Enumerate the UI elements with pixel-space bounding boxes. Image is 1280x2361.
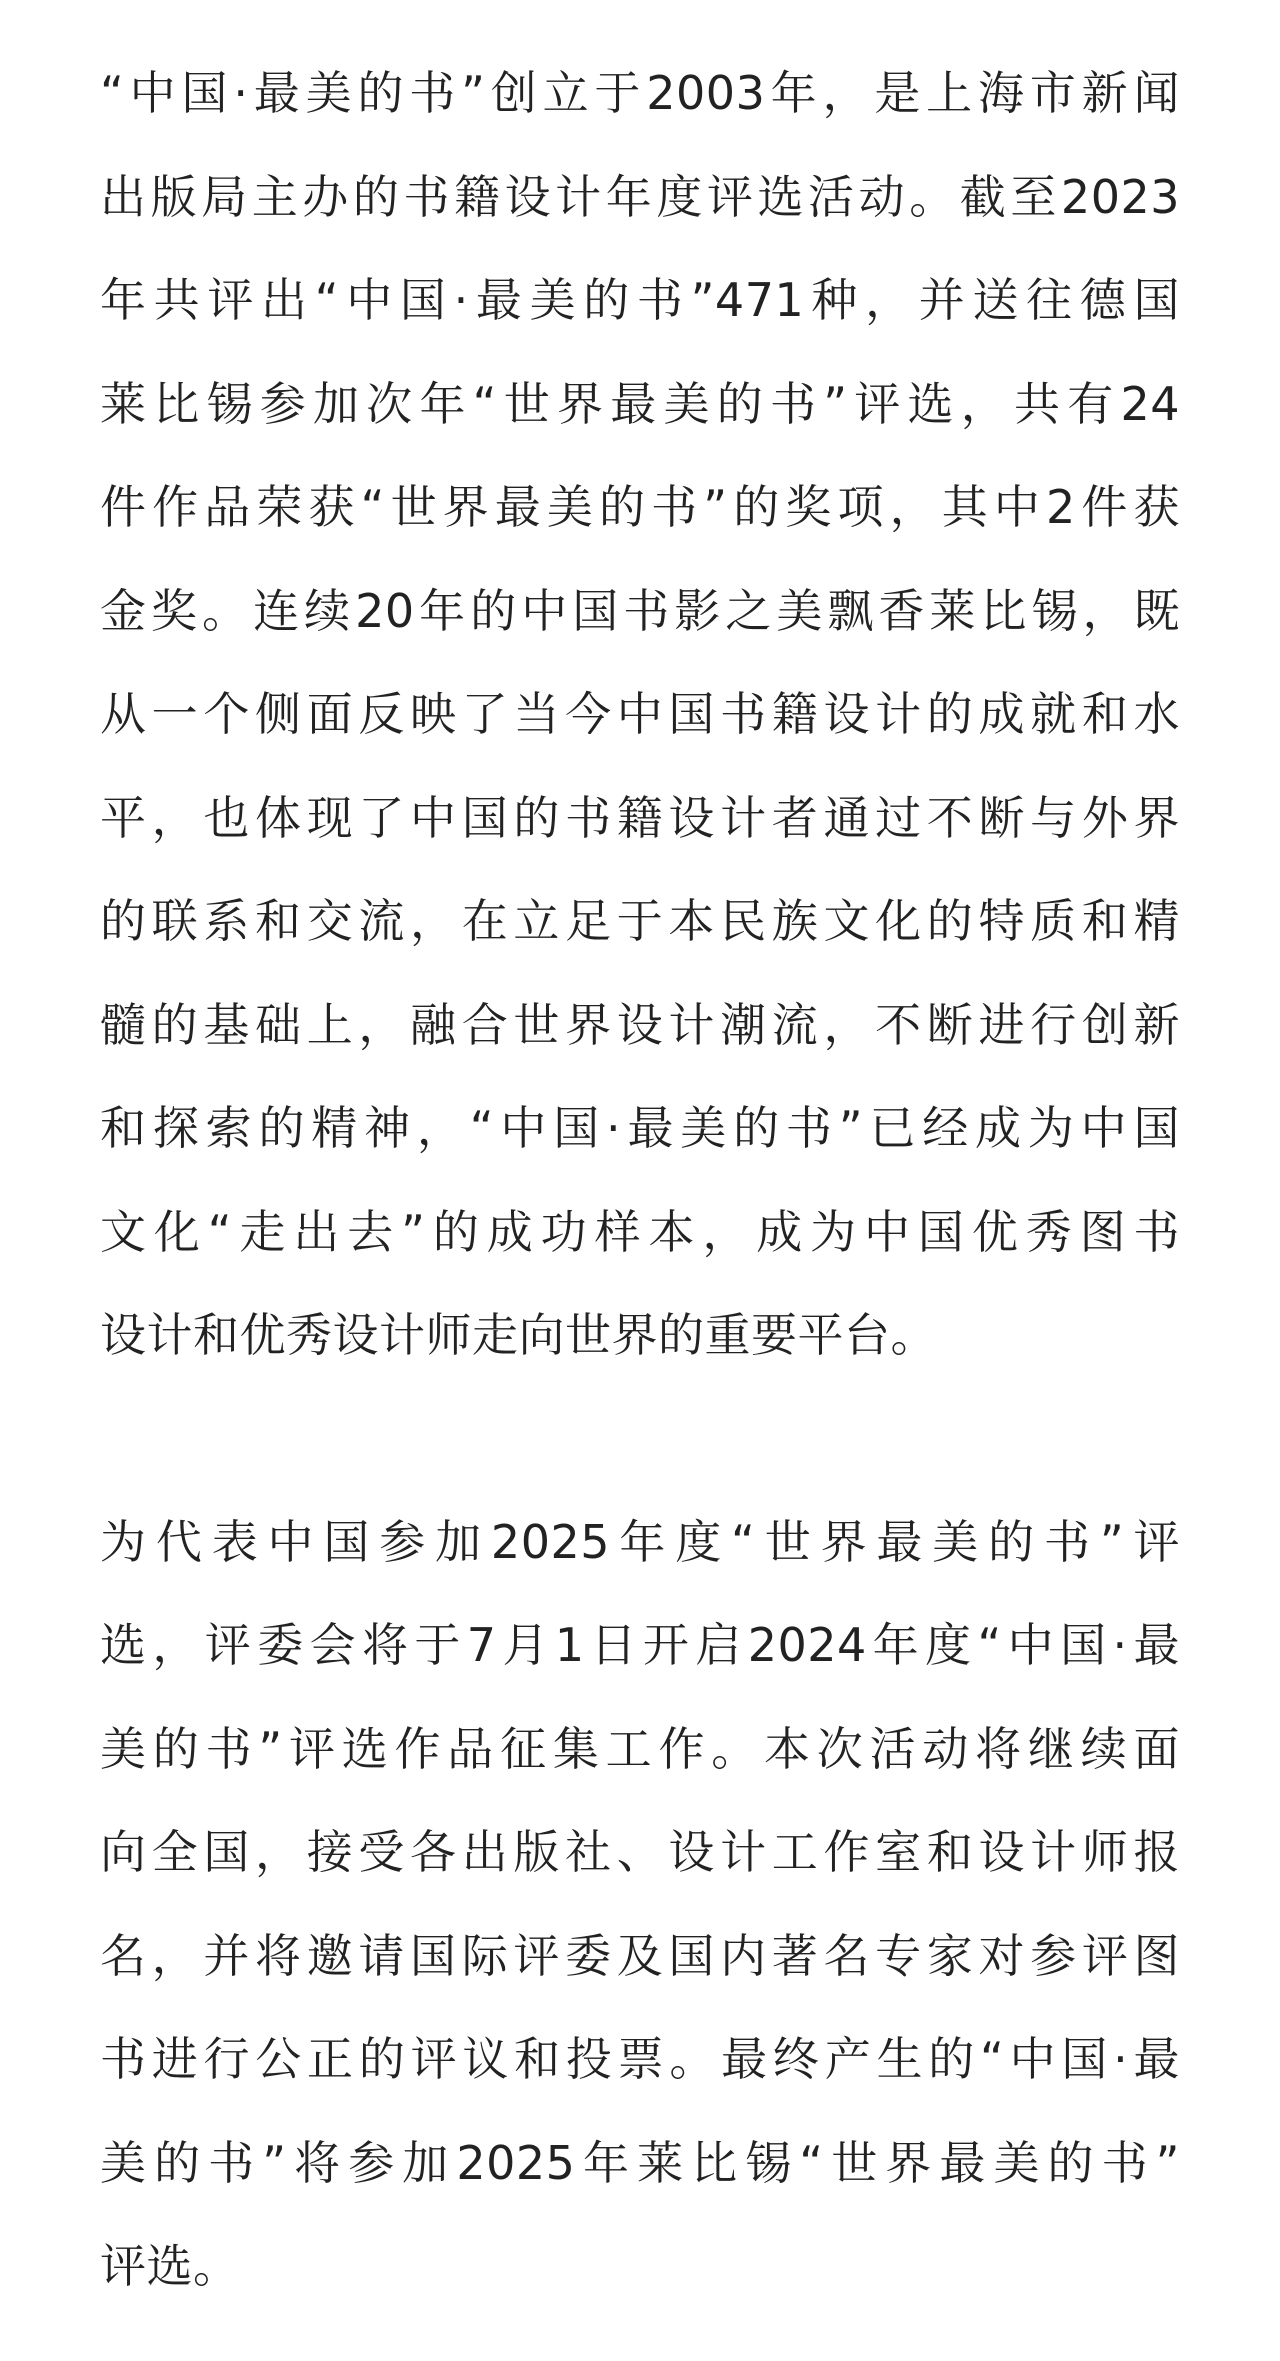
paragraph-line: 设计和优秀设计师走向世界的重要平台。 bbox=[100, 1308, 937, 1362]
paragraph-line: 年共评出“中国·最美的书”471种，并送往德国 bbox=[100, 273, 1180, 327]
paragraph-line: 评选。 bbox=[100, 2239, 240, 2293]
paragraph-line: 文化“走出去”的成功样本，成为中国优秀图书 bbox=[100, 1204, 1180, 1259]
paragraph-line: 的联系和交流，在立足于本民族文化的特质和精 bbox=[100, 894, 1180, 948]
paragraph-line: 向全国，接受各出版社、设计工作室和设计师报 bbox=[100, 1825, 1180, 1879]
paragraph-line: 莱比锡参加次年“世界最美的书”评选，共有24 bbox=[100, 376, 1180, 431]
paragraph-line: 和探索的精神，“中国·最美的书”已经成为中国 bbox=[100, 1101, 1180, 1155]
paragraph-line: 平，也体现了中国的书籍设计者通过不断与外界 bbox=[100, 790, 1180, 845]
paragraph-line: 件作品荣获“世界最美的书”的奖项，其中2件获 bbox=[100, 480, 1180, 534]
paragraph-line: 名，并将邀请国际评委及国内著名专家对参评图 bbox=[100, 1928, 1180, 1983]
paragraph-line: 书进行公正的评议和投票。最终产生的“中国·最 bbox=[100, 2032, 1180, 2086]
paragraph-line: “中国·最美的书”创立于2003年，是上海市新闻 bbox=[100, 66, 1180, 120]
paragraph-line: 金奖。连续20年的中国书影之美飘香莱比锡，既 bbox=[100, 583, 1180, 638]
paragraph-line: 美的书”将参加2025年莱比锡“世界最美的书” bbox=[100, 2135, 1180, 2190]
paragraph-line: 从一个侧面反映了当今中国书籍设计的成就和水 bbox=[100, 687, 1180, 741]
paragraph-line: 出版局主办的书籍设计年度评选活动。截至2023 bbox=[100, 169, 1180, 224]
paragraph-line: 选，评委会将于7月1日开启2024年度“中国·最 bbox=[100, 1618, 1180, 1672]
article-body bbox=[100, 42, 1180, 2319]
paragraph-line: 髓的基础上，融合世界设计潮流，不断进行创新 bbox=[100, 997, 1180, 1052]
paragraph-1 bbox=[100, 42, 1180, 1388]
paragraph-line: 为代表中国参加2025年度“世界最美的书”评 bbox=[100, 1514, 1180, 1569]
paragraph-line: 美的书”评选作品征集工作。本次活动将继续面 bbox=[100, 1721, 1180, 1776]
paragraph-2 bbox=[100, 1491, 1180, 2319]
